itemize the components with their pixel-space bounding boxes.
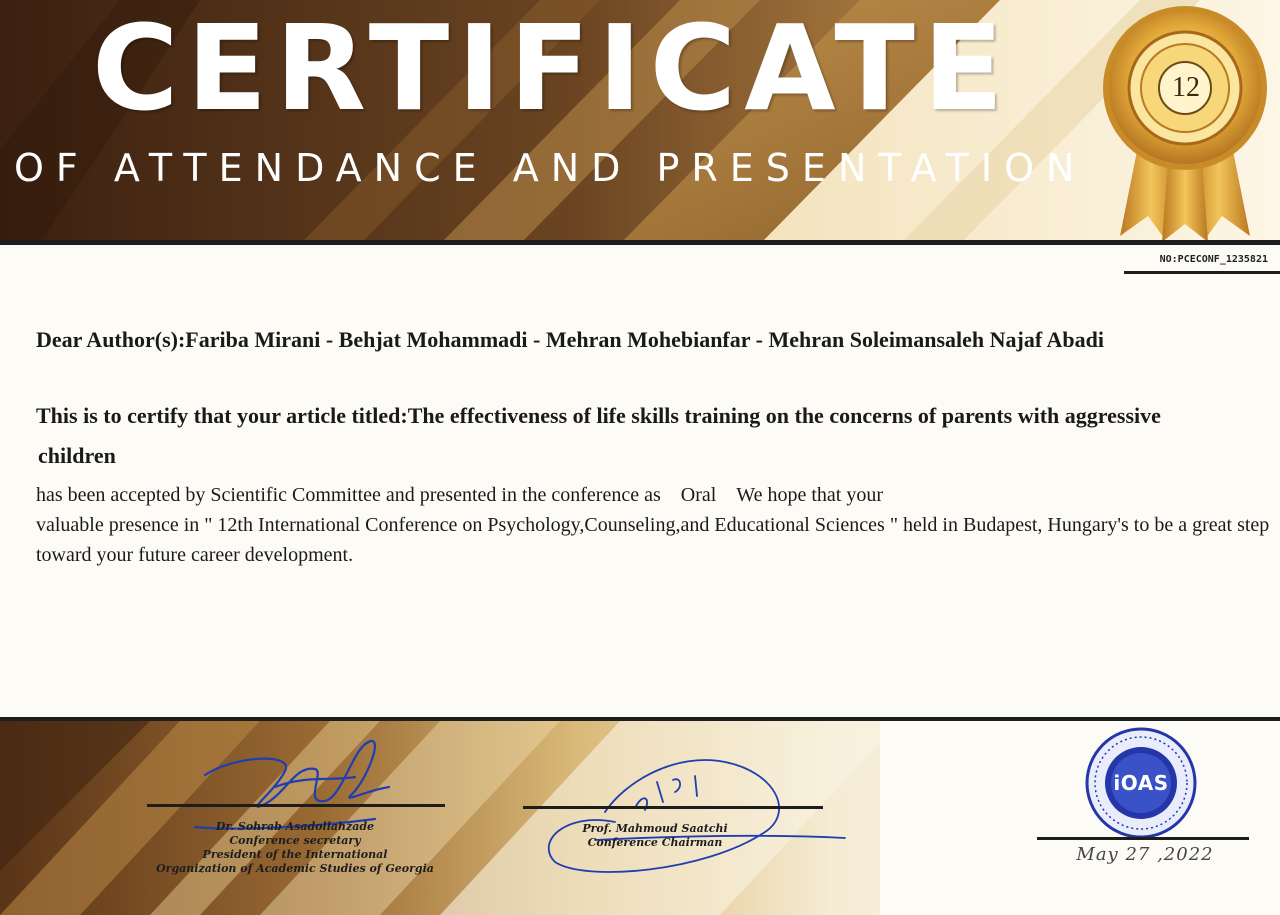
secretary-name: Dr. Sohrab Asadollahzade [215, 820, 375, 833]
authors-line [36, 327, 1104, 353]
certificate-number-underline [1124, 271, 1280, 274]
secretary-title-line1: President of the International [202, 848, 388, 861]
certificate-subtitle: OF ATTENDANCE AND PRESENTATION [14, 146, 1087, 190]
secretary-role: Conference secretary [229, 834, 361, 847]
certificate-number: NO:PCECONF_1235821 [1159, 254, 1268, 265]
chairman-block [550, 822, 760, 850]
secretary-title-line2: Organization of Academic Studies of Georgia [156, 862, 434, 875]
acceptance-paragraph [36, 480, 1271, 570]
author-names: Fariba Mirani - Behjat Mohammadi - Mehran Mohebianfar - Mehran Soleimansaleh Najaf Abadi [185, 327, 1104, 352]
certify-label: This is to certify that your article titled: [36, 403, 408, 428]
chairman-signature [525, 752, 855, 882]
dear-label: Dear Author(s): [36, 327, 186, 352]
article-title-line1: The effectiveness of life skills training on the concerns of parents with aggressive [407, 403, 1161, 428]
date-line [1037, 837, 1249, 840]
seal-label: iOAS [1113, 771, 1169, 795]
certify-statement [36, 396, 1276, 476]
chairman-signature-line [523, 806, 823, 809]
certificate-date: May 27 ,2022 [1076, 844, 1214, 865]
presentation-type: Oral [680, 484, 717, 506]
presence-text: valuable presence in " 12th International Conference on Psychology,Counseling,and Educational Sciences " held in Budapest, Hungary's to be a great step toward your future career development. [36, 514, 1270, 566]
award-medal-icon [1090, 6, 1280, 242]
secretary-block [130, 820, 460, 876]
chairman-role: Conference Chairman [587, 836, 723, 849]
certificate-header [0, 0, 1280, 244]
article-title-line2: children [38, 443, 116, 468]
hope-text: We hope that your [736, 484, 883, 506]
chairman-name: Prof. Mahmoud Saatchi [582, 822, 728, 835]
header-divider [0, 240, 1280, 245]
certificate-title: CERTIFICATE [92, 0, 1012, 137]
acceptance-text: has been accepted by Scientific Committee and presented in the conference as [36, 484, 661, 506]
secretary-signature-line [147, 804, 445, 807]
medal-number: 12 [1172, 72, 1200, 103]
